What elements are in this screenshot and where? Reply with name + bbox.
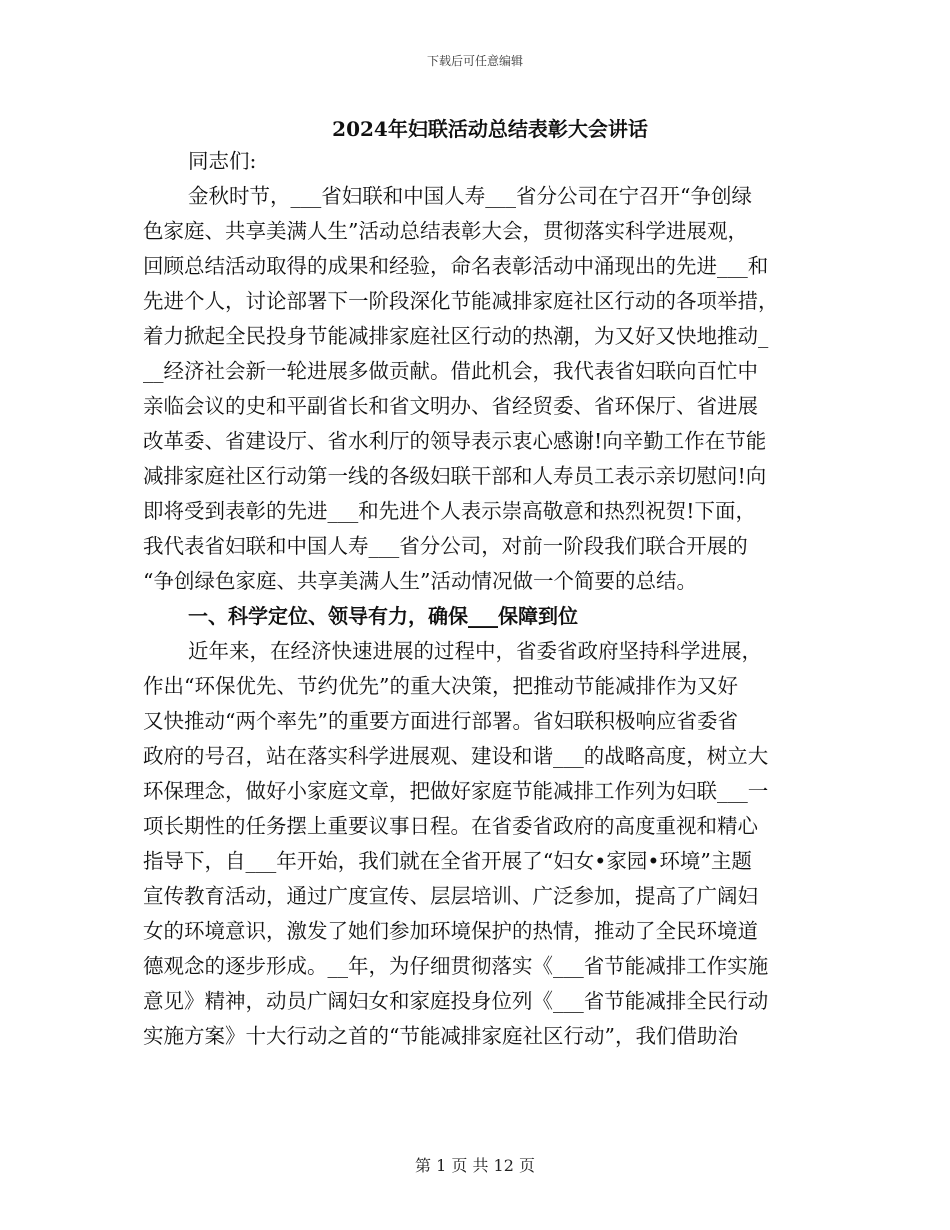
paragraph-line: 项长期性的任务摆上重要议事日程。在省委省政府的高度重视和精心 [143, 814, 758, 838]
paragraph-line: 色家庭、共享美满人生”活动总结表彰大会，贯彻落实科学进展观， [143, 219, 748, 243]
page-header-note: 下载后可任意编辑 [426, 54, 523, 68]
paragraph-line: 又快推动“两个率先”的重要方面进行部署。省妇联积极响应省委省 [143, 709, 738, 733]
document-title: 2024年妇联活动总结表彰大会讲话 [332, 117, 648, 141]
paragraph-line: 环保理念，做好小家庭文章，把做好家庭节能减排工作列为妇联___一 [143, 779, 769, 803]
paragraph-line: 作出“环保优先、节约优先”的重大决策，把推动节能减排作为又好 [143, 674, 738, 698]
paragraph-line: 政府的号召，站在落实科学进展观、建设和谐___的战略高度，树立大 [143, 744, 769, 768]
paragraph-line: 即将受到表彰的先进___和先进个人表示崇高敬意和热烈祝贺!下面， [143, 499, 756, 523]
paragraph-line: 宣传教育活动，通过广度宣传、层层培训、广泛参加，提高了广阔妇 [143, 884, 758, 908]
paragraph-line: 意见》精神，动员广阔妇女和家庭投身位列《___省节能减排全民行动 [143, 989, 769, 1013]
paragraph-line: 近年来，在经济快速进展的过程中，省委省政府坚持科学进展， [188, 639, 762, 663]
paragraph-line: 指导下，自___年开始，我们就在全省开展了“妇女•家园•环境”主题 [143, 849, 752, 873]
paragraph-line: 回顾总结活动取得的成果和经验，命名表彰活动中涌现出的先进___和 [143, 254, 769, 278]
page-number-footer: 第 1 页 共 12 页 [415, 1156, 535, 1175]
paragraph-line: __经济社会新一轮进展多做贡献。借此机会，我代表省妇联向百忙中 [143, 359, 758, 383]
paragraph-line: 改革委、省建设厅、省水利厅的领导表示衷心感谢!向辛勤工作在节能 [143, 429, 767, 453]
paragraph-line: 女的环境意识，激发了她们参加环境保护的热情，推动了全民环境道 [143, 919, 758, 943]
paragraph-line: 着力掀起全民投身节能减排家庭社区行动的热潮，为又好又快地推动_ [143, 324, 769, 348]
paragraph-line: “争创绿色家庭、共享美满人生”活动情况做一个简要的总结。 [143, 569, 697, 593]
salutation-line: 同志们: [188, 149, 257, 173]
paragraph-line: 金秋时节，___省妇联和中国人寿___省分公司在宁召开“争创绿 [188, 184, 752, 208]
paragraph-line: 我代表省妇联和中国人寿___省分公司，对前一阶段我们联合开展的 [143, 534, 748, 558]
paragraph-line: 先进个人，讨论部署下一阶段深化节能减排家庭社区行动的各项举措， [143, 289, 779, 313]
paragraph-line: 亲临会议的史和平副省长和省文明办、省经贸委、省环保厅、省进展 [143, 394, 758, 418]
document-body [143, 144, 811, 1054]
paragraph-line: 德观念的逐步形成。__年，为仔细贯彻落实《___省节能减排工作实施 [143, 954, 769, 978]
paragraph-line: 实施方案》十大行动之首的“节能减排家庭社区行动”，我们借助治 [143, 1024, 738, 1048]
paragraph-line: 减排家庭社区行动第一线的各级妇联干部和人寿员工表示亲切慰问!向 [143, 464, 767, 488]
section-heading: 一、科学定位、领导有力，确保___保障到位 [188, 604, 578, 628]
